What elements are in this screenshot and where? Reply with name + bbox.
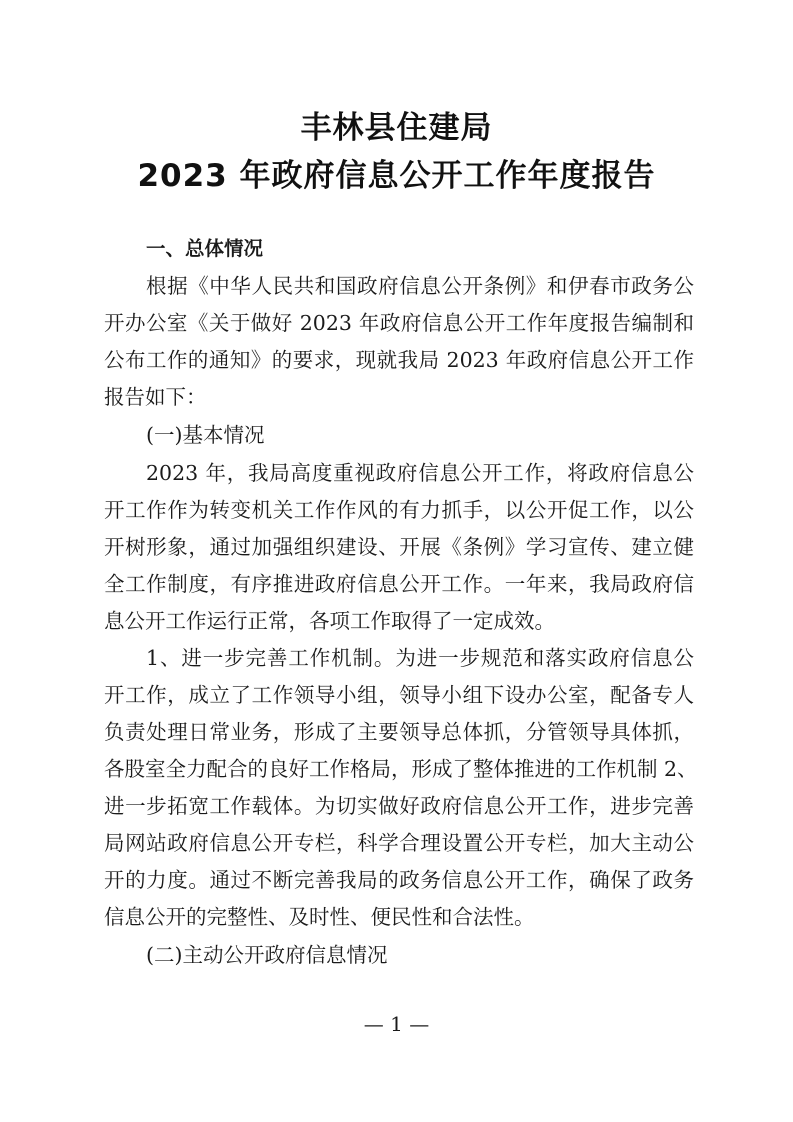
section-heading-overview: 一、总体情况 [146,237,264,260]
paragraph-line: 1、进一步完善工作机制。为进一步规范和落实政府信息公 [146,646,694,670]
paragraph-line: 公布工作的通知》的要求，现就我局 2023 年政府信息公开工作 [104,348,694,372]
paragraph-line: 开办公室《关于做好 2023 年政府信息公开工作年度报告编制和 [104,311,694,335]
document-title-line1: 丰林县住建局 [300,110,493,146]
paragraph-line: 息公开工作运行正常，各项工作取得了一定成效。 [104,609,555,633]
paragraph-line: 信息公开的完整性、及时性、便民性和合法性。 [104,905,535,929]
paragraph-line: 开树形象，通过加强组织建设、开展《条例》学习宣传、建立健 [104,535,694,559]
paragraph-line: 开工作，成立了工作领导小组，领导小组下设办公室，配备专人 [104,683,694,707]
page-number: — 1 — [363,1012,430,1036]
paragraph-line: 各股室全力配合的良好工作格局，形成了整体推进的工作机制 2、 [104,757,698,781]
paragraph-line: 开的力度。通过不断完善我局的政务信息公开工作，确保了政务 [104,868,694,892]
paragraph-line: 局网站政府信息公开专栏，科学合理设置公开专栏，加大主动公 [104,831,694,855]
paragraph-line: 根据《中华人民共和国政府信息公开条例》和伊春市政务公 [146,274,694,298]
paragraph-line: 开工作作为转变机关工作作风的有力抓手，以公开促工作，以公 [104,498,694,522]
subsection-heading-basic: (一)基本情况 [146,423,265,447]
paragraph-line: 报告如下： [104,385,207,409]
paragraph-line: 全工作制度，有序推进政府信息公开工作。一年来，我局政府信 [104,572,694,596]
paragraph-line: 负责处理日常业务，形成了主要领导总体抓，分管领导具体抓， [104,720,694,744]
document-title-line2: 2023 年政府信息公开工作年度报告 [137,158,656,194]
paragraph-line: 进一步拓宽工作载体。为切实做好政府信息公开工作，进步完善 [104,794,694,818]
paragraph-line: 2023 年，我局高度重视政府信息公开工作，将政府信息公 [146,461,694,485]
subsection-heading-proactive: (二)主动公开政府信息情况 [146,943,388,967]
